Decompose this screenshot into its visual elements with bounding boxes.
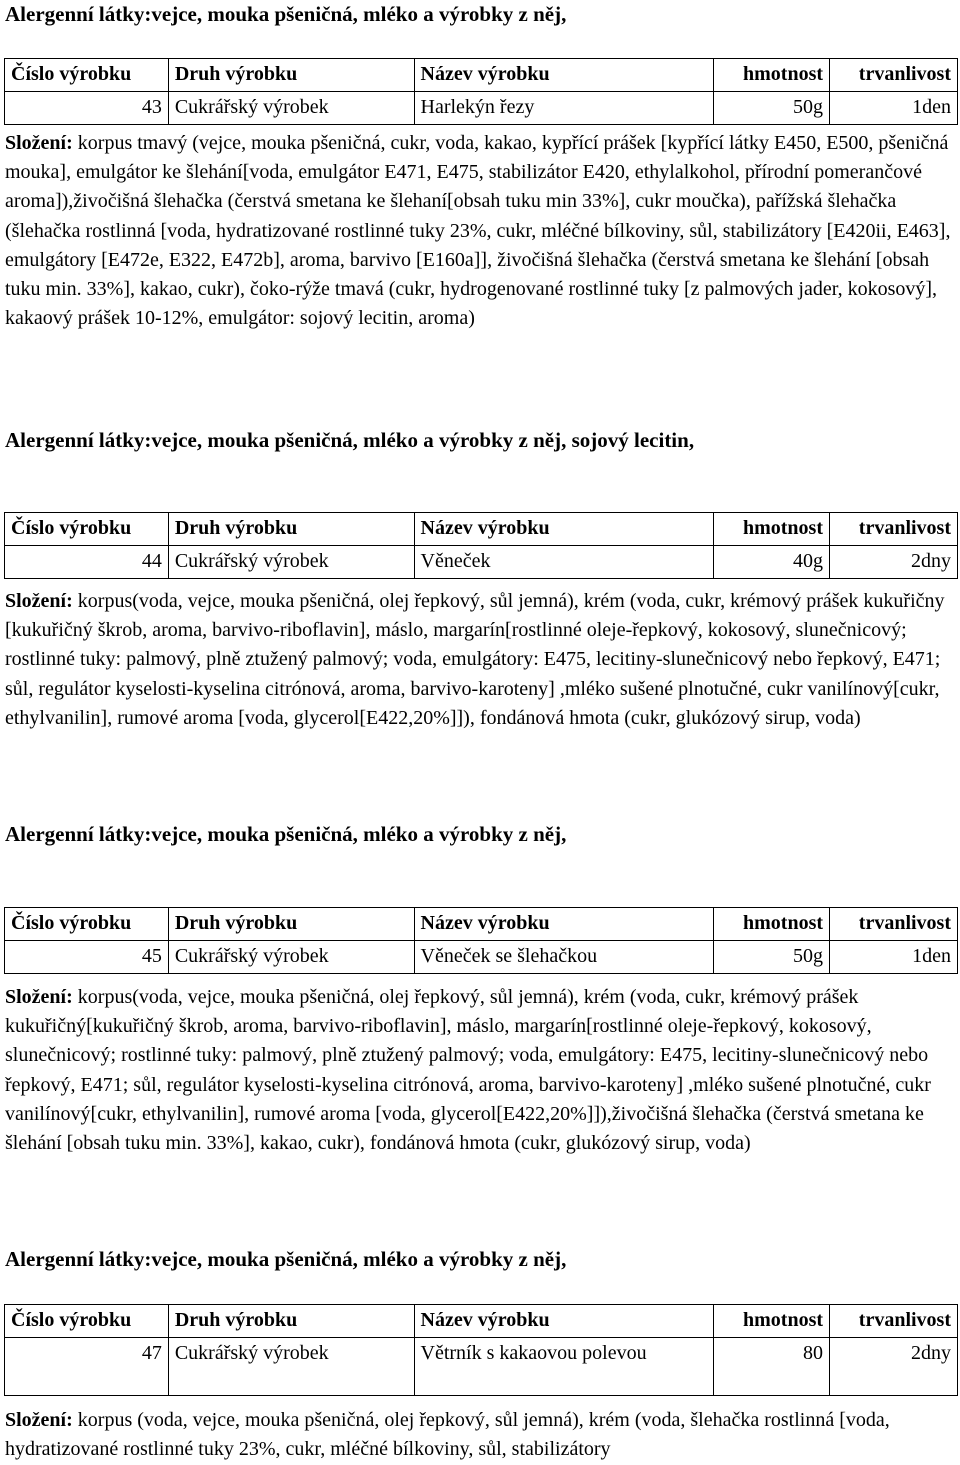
allergen-line-top: Alergenní látky:vejce, mouka pšeničná, mléko a výrobky z něj,	[5, 2, 567, 26]
header-product-name: Název výrobku	[414, 908, 714, 941]
table-header-row	[5, 513, 958, 546]
product-name: Větrník s kakaovou polevou	[414, 1338, 714, 1396]
product-number: 44	[5, 546, 169, 579]
product-table-47	[4, 1304, 958, 1396]
header-product-name: Název výrobku	[414, 1305, 714, 1338]
product-weight: 50g	[714, 92, 830, 125]
product-shelf-life: 1den	[830, 941, 958, 974]
composition-47	[5, 1406, 955, 1464]
product-table-45	[4, 907, 958, 974]
allergen-line-44: Alergenní látky:vejce, mouka pšeničná, mléko a výrobky z něj,	[5, 822, 567, 846]
composition-label: Složení:	[5, 590, 73, 612]
table-row	[5, 1338, 958, 1396]
header-shelf-life: trvanlivost	[830, 908, 958, 941]
product-type: Cukrářský výrobek	[168, 1338, 414, 1396]
composition-label: Složení:	[5, 1409, 73, 1431]
product-weight: 50g	[714, 941, 830, 974]
header-product-number: Číslo výrobku	[5, 908, 169, 941]
composition-44	[5, 587, 955, 733]
composition-text: korpus(voda, vejce, mouka pšeničná, olej řepkový, sůl jemná), krém (voda, cukr, krémový prášek kukuřičny [kukuřičný škrob, aroma, barvivo-riboflavin], máslo, margarín[rostlinné oleje-řepkový, kokosový, slunečnicový; rostlinné tuky: palmový, plně ztužený palmový; voda, emulgátory: E475, lecitiny-slunečnicový nebo řepkový, E471; sůl, regulátor kyselosti-kyselina citrónová, aroma, barvivo-karoteny] ,mléko sušené plnotučné, cukr vanilínový[cukr, ethylvanilin], rumové aroma [voda, glycerol[E422,20%]]), fondánová hmota (cukr, glukózový sirup, voda)	[5, 590, 945, 729]
product-table-44	[4, 512, 958, 579]
header-product-number: Číslo výrobku	[5, 1305, 169, 1338]
header-weight: hmotnost	[714, 908, 830, 941]
product-shelf-life: 2dny	[830, 546, 958, 579]
product-shelf-life: 2dny	[830, 1338, 958, 1396]
composition-text: korpus(voda, vejce, mouka pšeničná, olej řepkový, sůl jemná), krém (voda, cukr, krémový prášek kukuřičný[kukuřičný škrob, aroma, barvivo-riboflavin], máslo, margarín[rostlinné oleje-řepkový, kokosový, slunečnicový; rostlinné tuky: palmový, plně ztužený palmový; voda, emulgátory: E475, lecitiny-slunečnicový nebo řepkový, E471; sůl, regulátor kyselosti-kyselina citrónová, aroma, barvivo-karoteny] ,mléko sušené plnotučné, cukr vanilínový[cukr, ethylvanilin], rumové aroma [voda, glycerol[E422,20%]]),živočišná šlehačka (čerstvá smetana ke šlehání [obsah tuku min. 33%], kakao, cukr), fondánová hmota (cukr, glukózový sirup, voda)	[5, 986, 931, 1155]
product-name: Věneček se šlehačkou	[414, 941, 714, 974]
table-row	[5, 546, 958, 579]
product-type: Cukrářský výrobek	[168, 941, 414, 974]
header-product-number: Číslo výrobku	[5, 59, 169, 92]
product-number: 43	[5, 92, 169, 125]
header-product-type: Druh výrobku	[168, 908, 414, 941]
product-shelf-life: 1den	[830, 92, 958, 125]
header-product-name: Název výrobku	[414, 513, 714, 546]
header-weight: hmotnost	[714, 513, 830, 546]
table-row	[5, 941, 958, 974]
product-table-43	[4, 58, 958, 125]
composition-text: korpus (voda, vejce, mouka pšeničná, olej řepkový, sůl jemná), krém (voda, šlehačka rostlinná [voda, hydratizované rostlinné tuky 23%, cukr, mléčné bílkoviny, sůl, stabilizátory	[5, 1409, 890, 1461]
composition-45	[5, 983, 955, 1158]
table-header-row	[5, 908, 958, 941]
product-number: 47	[5, 1338, 169, 1396]
composition-text: korpus tmavý (vejce, mouka pšeničná, cukr, voda, kakao, kypřící prášek [kypřící látky E450, E500, pšeničná mouka], emulgátor ke šlehání[voda, emulgátor E471, E475, stabilizátor E420, ethylalkohol, přírodní pomerančové aroma]),živočišná šlehačka (čerstvá smetana ke šlehaní[obsah tuku min 33%], cukr moučka), pařížská šlehačka (šlehačka rostlinná [voda, hydratizované rostlinné tuky 23%, cukr, mléčné bílkoviny, sůl, stabilizátory [E420ii, E463], emulgátory [E472e, E322, E472b], aroma, barvivo [E160a]], živočišná šlehačka (čerstvá smetana ke šlehání [obsah tuku min. 33%], kakao, cukr), čoko-rýže tmavá (cukr, hydrogenované rostlinné tuky [z palmových jader, kokosový], kakaový prášek 10-12%, emulgátor: sojový lecitin, aroma)	[5, 132, 951, 330]
product-type: Cukrářský výrobek	[168, 92, 414, 125]
header-weight: hmotnost	[714, 1305, 830, 1338]
header-product-name: Název výrobku	[414, 59, 714, 92]
allergen-line-43: Alergenní látky:vejce, mouka pšeničná, mléko a výrobky z něj, sojový lecitin,	[5, 428, 695, 452]
product-number: 45	[5, 941, 169, 974]
product-weight: 80	[714, 1338, 830, 1396]
product-type: Cukrářský výrobek	[168, 546, 414, 579]
header-shelf-life: trvanlivost	[830, 513, 958, 546]
product-name: Harlekýn řezy	[414, 92, 714, 125]
header-shelf-life: trvanlivost	[830, 59, 958, 92]
header-product-type: Druh výrobku	[168, 1305, 414, 1338]
header-product-number: Číslo výrobku	[5, 513, 169, 546]
header-weight: hmotnost	[714, 59, 830, 92]
table-header-row	[5, 1305, 958, 1338]
product-weight: 40g	[714, 546, 830, 579]
table-header-row	[5, 59, 958, 92]
table-row	[5, 92, 958, 125]
header-product-type: Druh výrobku	[168, 59, 414, 92]
composition-43	[5, 129, 955, 333]
header-shelf-life: trvanlivost	[830, 1305, 958, 1338]
allergen-line-45: Alergenní látky:vejce, mouka pšeničná, mléko a výrobky z něj,	[5, 1247, 567, 1271]
header-product-type: Druh výrobku	[168, 513, 414, 546]
composition-label: Složení:	[5, 132, 73, 154]
composition-label: Složení:	[5, 986, 73, 1008]
product-name: Věneček	[414, 546, 714, 579]
